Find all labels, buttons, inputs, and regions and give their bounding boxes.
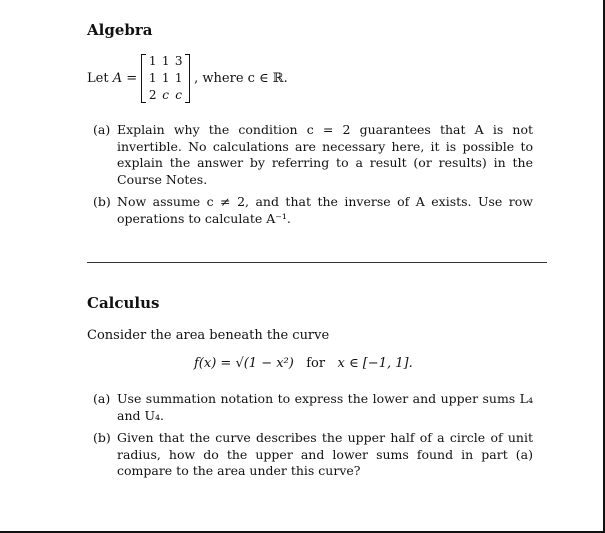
question-text: Use summation notation to express the lower and upper sums L₄ and U₄. [117, 391, 533, 423]
question-text: Explain why the condition c = 2 guarantees that A is not invertible. No calculations are necessary here, it is possible to explain the answer by referring to a result (or results) in the Course Notes. [117, 122, 533, 187]
matrix-cell: 1 [161, 70, 170, 85]
question-label: (b) [93, 430, 111, 445]
equals-sign: = [126, 70, 138, 86]
matrix-row [146, 53, 185, 70]
list-item [93, 391, 533, 424]
matrix-row [146, 87, 185, 104]
curve-formula [194, 356, 413, 371]
formula-for: for [306, 356, 326, 371]
matrix-definition [87, 50, 288, 106]
question-text: Given that the curve describes the upper half of a circle of unit radius, how do the upper and lower sums found in part (a) compare to the area under this curve? [117, 430, 533, 478]
algebra-heading: Algebra [87, 21, 153, 39]
section-divider [87, 262, 547, 263]
matrix-cell: 1 [161, 53, 170, 68]
formula-lhs: f(x) = √(1 − x²) [194, 356, 294, 371]
matrix-a [141, 53, 190, 104]
matrix-cell: 1 [148, 53, 157, 68]
calculus-heading: Calculus [87, 294, 160, 312]
question-text: Now assume c ≠ 2, and that the inverse of A exists. Use row operations to calculate A⁻¹. [117, 194, 533, 226]
question-label: (b) [93, 194, 111, 209]
calculus-intro: Consider the area beneath the curve [87, 328, 330, 343]
algebra-questions [93, 122, 533, 233]
matrix-cell: c [175, 87, 182, 102]
matrix-cell: 2 [148, 87, 157, 102]
matrix-cell: 1 [148, 70, 157, 85]
matrix-variable: A [112, 70, 123, 86]
calculus-questions [93, 391, 533, 486]
where-clause: , where c ∈ ℝ. [194, 70, 288, 86]
list-item [93, 430, 533, 480]
matrix-row [146, 70, 185, 87]
question-label: (a) [93, 122, 111, 137]
list-item [93, 122, 533, 188]
let-label: Let [87, 70, 109, 86]
question-label: (a) [93, 391, 111, 406]
matrix-cell: c [162, 87, 169, 102]
formula-rhs: x ∈ [−1, 1]. [337, 356, 413, 371]
matrix-cell: 3 [174, 53, 183, 68]
matrix-cell: 1 [174, 70, 183, 85]
list-item [93, 194, 533, 227]
